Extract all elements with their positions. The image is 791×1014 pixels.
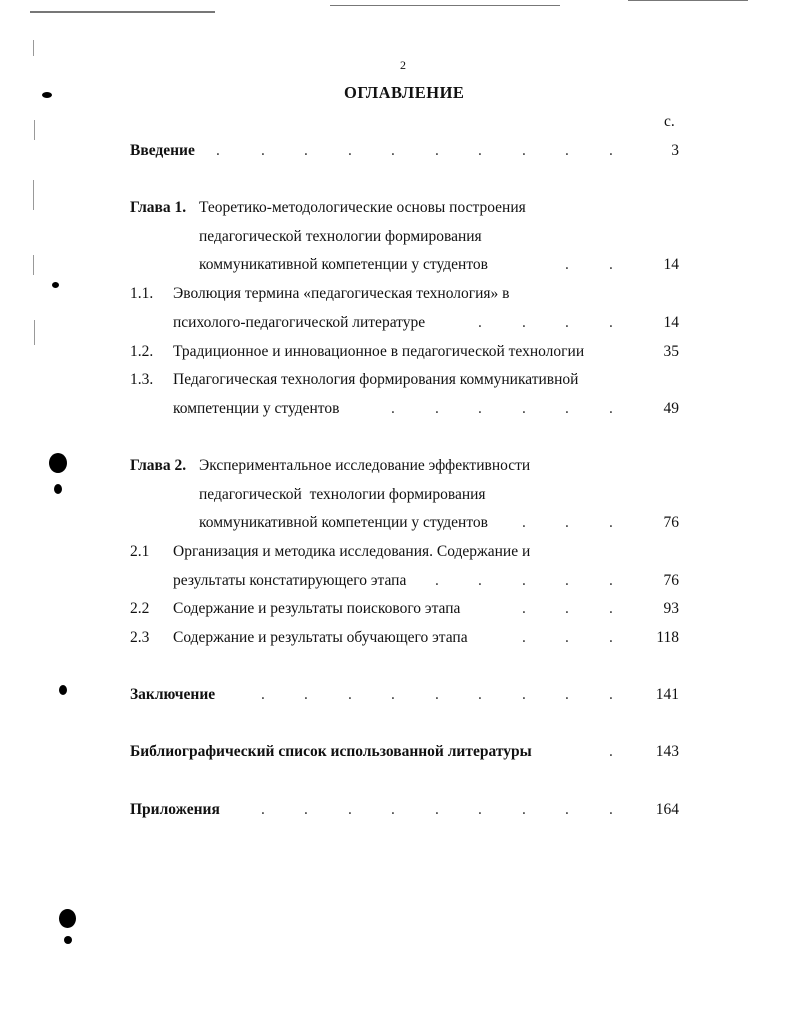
punch-hole-mark [49, 453, 67, 473]
toc-label: Библиографический список использованной литературы [130, 743, 532, 760]
toc-page: 76 [663, 514, 679, 531]
toc-page: 14 [663, 314, 679, 331]
margin-mark [34, 120, 35, 140]
margin-mark [33, 180, 34, 210]
scan-edge-line [30, 11, 215, 13]
punch-hole-mark [59, 685, 67, 695]
section-number: 1.3. [130, 371, 154, 388]
page-number: 2 [400, 58, 406, 72]
toc-page: 76 [663, 572, 679, 589]
toc-label: результаты констатирующего этапа [173, 572, 407, 589]
toc-label: Приложения [130, 801, 220, 818]
toc-label: Организация и методика исследования. Содержание и [173, 543, 531, 560]
margin-mark [33, 40, 34, 56]
toc-label: Традиционное и инновационное в педагогической технологии [173, 343, 585, 360]
scan-edge-line [330, 5, 560, 6]
punch-hole-mark [42, 92, 52, 98]
toc-page: 164 [655, 801, 679, 818]
toc-page: 141 [655, 686, 679, 703]
margin-mark [33, 255, 34, 275]
punch-hole-mark [54, 484, 62, 494]
section-number: 1.2. [130, 343, 154, 360]
toc-label: Введение [130, 142, 195, 159]
chapter-number: Глава 2. [130, 457, 187, 474]
chapter-number: Глава 1. [130, 199, 187, 216]
toc-page: 49 [663, 400, 679, 417]
toc-label: коммуникативной компетенции у студентов [199, 514, 488, 531]
margin-mark [34, 320, 35, 345]
toc-label: Эволюция термина «педагогическая технология» в [173, 285, 510, 302]
toc-page: 35 [663, 343, 679, 360]
punch-hole-mark [59, 909, 76, 928]
toc-label: Заключение [130, 686, 216, 703]
toc-label: компетенции у студентов [173, 400, 340, 417]
page-title: ОГЛАВЛЕНИЕ [344, 83, 465, 102]
toc-label: Теоретико-методологические основы построения [199, 199, 526, 216]
punch-hole-mark [64, 936, 72, 944]
section-number: 2.1 [130, 543, 150, 560]
page-column-label: с. [664, 113, 675, 130]
section-number: 2.2 [130, 600, 150, 617]
section-number: 2.3 [130, 629, 150, 646]
toc-label: коммуникативной компетенции у студентов [199, 256, 488, 273]
punch-hole-mark [52, 282, 59, 288]
toc-label: Содержание и результаты поискового этапа [173, 600, 461, 617]
toc-page: 3 [671, 142, 679, 159]
toc-label: Педагогическая технология формирования коммуникативной [173, 371, 579, 388]
toc-page: 93 [663, 600, 679, 617]
toc-label: Экспериментальное исследование эффективности [199, 457, 531, 474]
scan-edge-line [628, 0, 748, 1]
toc-label: Содержание и результаты обучающего этапа [173, 629, 468, 646]
toc-label: педагогической технологии формирования [199, 486, 486, 503]
toc-page: 143 [655, 743, 679, 760]
toc-label: педагогической технологии формирования [199, 228, 482, 245]
toc-label: психолого-педагогической литературе [173, 314, 426, 331]
section-number: 1.1. [130, 285, 154, 302]
toc-page: 14 [663, 256, 679, 273]
toc-page: 118 [656, 629, 679, 646]
